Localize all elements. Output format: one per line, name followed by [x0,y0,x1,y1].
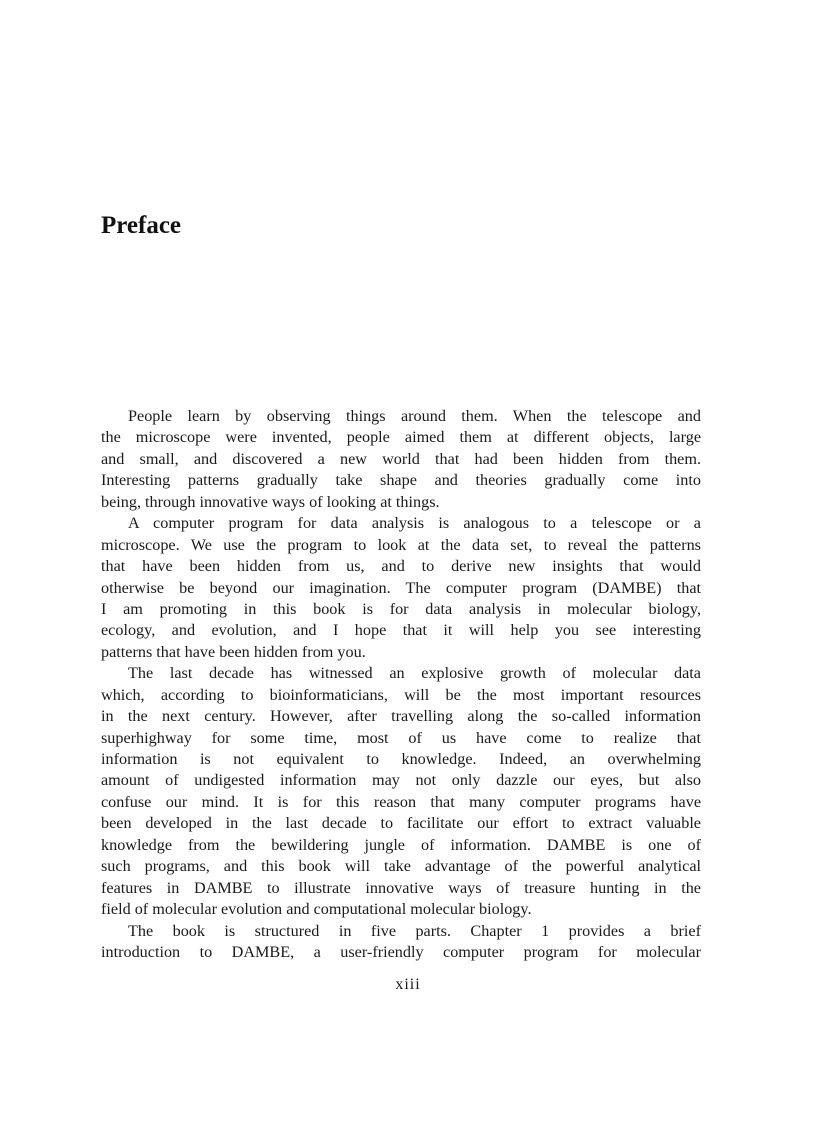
paragraph [101,921,701,964]
paragraph [101,406,701,513]
text-line: The book is structured in five parts. Chapter 1 provides a brief [128,921,701,940]
text-line: The last decade has witnessed an explosive growth of molecular data [128,664,701,683]
text-line: the microscope were invented, people aimed them at different objects, large [101,428,701,447]
text-line: patterns that have been hidden from you. [101,642,366,661]
page-title: Preface [101,212,182,239]
paragraph [101,663,701,920]
text-line: information is not equivalent to knowledge. Indeed, an overwhelming [101,750,701,768]
text-line: A computer program for data analysis is analogous to a telescope or a [128,514,701,533]
text-line: introduction to DAMBE, a user-friendly computer program for molecular [101,942,701,961]
text-line: Interesting patterns gradually take shape and theories gradually come into [101,471,701,490]
text-line: confuse our mind. It is for this reason that many computer programs have [101,792,701,811]
text-line: otherwise be beyond our imagination. The computer program (DAMBE) that [101,578,701,597]
text-line: being, through innovative ways of looking at things. [101,492,440,511]
text-line: that have been hidden from us, and to derive new insights that would [101,557,701,576]
text-line: features in DAMBE to illustrate innovative ways of treasure hunting in the [101,878,701,897]
body-text [101,406,701,963]
paragraph [101,513,701,663]
text-line: superhighway for some time, most of us have come to realize that [101,728,701,747]
text-line: knowledge from the bewildering jungle of information. DAMBE is one of [101,835,701,854]
text-line: been developed in the last decade to facilitate our effort to extract valuable [101,814,701,833]
text-line: which, according to bioinformaticians, will be the most important resources [101,685,701,704]
text-line: in the next century. However, after travelling along the so-called information [101,707,701,726]
text-line: I am promoting in this book is for data analysis in molecular biology, [101,599,701,618]
text-line: and small, and discovered a new world that had been hidden from them. [101,449,701,468]
text-line: ecology, and evolution, and I hope that it will help you see interesting [101,621,701,640]
text-line: field of molecular evolution and computational molecular biology. [101,900,532,919]
text-line: such programs, and this book will take advantage of the powerful analytical [101,857,701,876]
text-line: People learn by observing things around them. When the telescope and [128,407,701,425]
text-line: microscope. We use the program to look at the data set, to reveal the patterns [101,535,701,554]
page-number: xiii [395,976,421,993]
text-line: amount of undigested information may not only dazzle our eyes, but also [101,771,701,790]
